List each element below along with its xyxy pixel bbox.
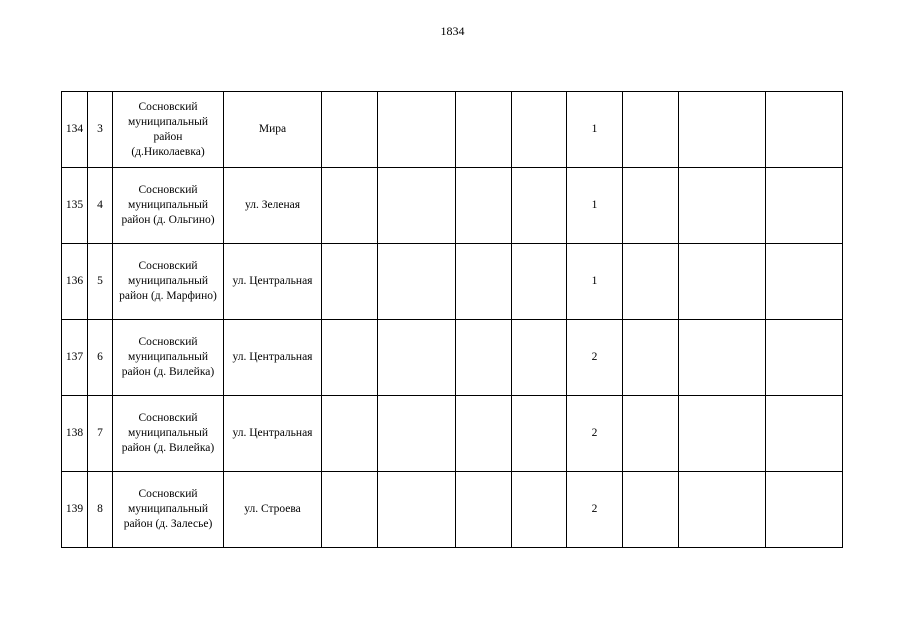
empty-cell bbox=[456, 92, 512, 168]
row-global-number: 134 bbox=[62, 92, 88, 168]
row-global-number: 138 bbox=[62, 396, 88, 472]
count-cell: 1 bbox=[567, 244, 623, 320]
empty-cell bbox=[456, 244, 512, 320]
locality-line: район bbox=[153, 130, 183, 143]
empty-cell bbox=[679, 92, 766, 168]
empty-cell bbox=[378, 92, 456, 168]
street-cell: ул. Строева bbox=[224, 472, 322, 548]
empty-cell bbox=[378, 320, 456, 396]
street-cell: ул. Зеленая bbox=[224, 168, 322, 244]
empty-cell bbox=[623, 320, 679, 396]
empty-cell bbox=[512, 472, 567, 548]
empty-cell bbox=[512, 396, 567, 472]
row-local-number: 6 bbox=[88, 320, 113, 396]
empty-cell bbox=[322, 472, 378, 548]
row-local-number: 8 bbox=[88, 472, 113, 548]
locality-line: район (д. Вилейка) bbox=[121, 366, 215, 378]
empty-cell bbox=[623, 472, 679, 548]
locality-line: Сосновский bbox=[138, 260, 198, 272]
empty-cell bbox=[322, 244, 378, 320]
count-cell: 1 bbox=[567, 92, 623, 168]
empty-cell bbox=[512, 92, 567, 168]
locality-line: район (д. Вилейка) bbox=[121, 442, 215, 454]
locality-line: Сосновский bbox=[138, 336, 198, 348]
locality-line: муниципальный bbox=[127, 351, 209, 363]
empty-cell bbox=[512, 244, 567, 320]
table-row bbox=[62, 320, 843, 396]
empty-cell bbox=[322, 168, 378, 244]
locality-cell bbox=[113, 92, 224, 168]
locality-cell bbox=[113, 168, 224, 244]
street-cell: Мира bbox=[224, 92, 322, 168]
locality-line: муниципальный bbox=[127, 427, 209, 439]
empty-cell bbox=[456, 396, 512, 472]
registry-table bbox=[61, 91, 843, 548]
empty-cell bbox=[456, 320, 512, 396]
locality-cell bbox=[113, 472, 224, 548]
locality-line: (д.Николаевка) bbox=[131, 145, 205, 158]
empty-cell bbox=[679, 168, 766, 244]
empty-cell bbox=[679, 320, 766, 396]
locality-line: район (д. Ольгино) bbox=[121, 214, 215, 226]
street-cell: ул. Центральная bbox=[224, 320, 322, 396]
empty-cell bbox=[378, 396, 456, 472]
row-global-number: 139 bbox=[62, 472, 88, 548]
row-global-number: 137 bbox=[62, 320, 88, 396]
locality-line: муниципальный bbox=[127, 275, 209, 287]
count-cell: 2 bbox=[567, 320, 623, 396]
empty-cell bbox=[766, 92, 843, 168]
empty-cell bbox=[766, 472, 843, 548]
empty-cell bbox=[623, 244, 679, 320]
empty-cell bbox=[623, 168, 679, 244]
empty-cell bbox=[322, 320, 378, 396]
row-global-number: 135 bbox=[62, 168, 88, 244]
locality-cell bbox=[113, 244, 224, 320]
count-cell: 2 bbox=[567, 472, 623, 548]
empty-cell bbox=[322, 396, 378, 472]
table-row bbox=[62, 396, 843, 472]
count-cell: 1 bbox=[567, 168, 623, 244]
row-global-number: 136 bbox=[62, 244, 88, 320]
locality-line: Сосновский bbox=[138, 184, 198, 196]
empty-cell bbox=[766, 168, 843, 244]
empty-cell bbox=[512, 168, 567, 244]
locality-line: Сосновский bbox=[138, 100, 198, 113]
table-row bbox=[62, 92, 843, 168]
empty-cell bbox=[679, 396, 766, 472]
table-row bbox=[62, 244, 843, 320]
empty-cell bbox=[766, 320, 843, 396]
locality-line: район (д. Марфино) bbox=[119, 290, 217, 302]
empty-cell bbox=[456, 168, 512, 244]
empty-cell bbox=[623, 92, 679, 168]
empty-cell bbox=[766, 244, 843, 320]
row-local-number: 3 bbox=[88, 92, 113, 168]
table-row bbox=[62, 168, 843, 244]
street-cell: ул. Центральная bbox=[224, 396, 322, 472]
empty-cell bbox=[679, 472, 766, 548]
empty-cell bbox=[623, 396, 679, 472]
empty-cell bbox=[679, 244, 766, 320]
row-local-number: 7 bbox=[88, 396, 113, 472]
table-row bbox=[62, 472, 843, 548]
locality-line: муниципальный bbox=[127, 503, 209, 515]
locality-line: район (д. Залесье) bbox=[123, 518, 213, 530]
locality-line: Сосновский bbox=[138, 412, 198, 424]
row-local-number: 5 bbox=[88, 244, 113, 320]
locality-cell bbox=[113, 320, 224, 396]
locality-line: Сосновский bbox=[138, 488, 198, 500]
page-number: 1834 bbox=[440, 24, 465, 38]
empty-cell bbox=[378, 168, 456, 244]
locality-line: муниципальный bbox=[127, 199, 209, 211]
count-cell: 2 bbox=[567, 396, 623, 472]
locality-line: муниципальный bbox=[127, 115, 209, 128]
empty-cell bbox=[378, 244, 456, 320]
street-cell: ул. Центральная bbox=[224, 244, 322, 320]
empty-cell bbox=[456, 472, 512, 548]
empty-cell bbox=[378, 472, 456, 548]
locality-cell bbox=[113, 396, 224, 472]
empty-cell bbox=[766, 396, 843, 472]
row-local-number: 4 bbox=[88, 168, 113, 244]
empty-cell bbox=[322, 92, 378, 168]
empty-cell bbox=[512, 320, 567, 396]
